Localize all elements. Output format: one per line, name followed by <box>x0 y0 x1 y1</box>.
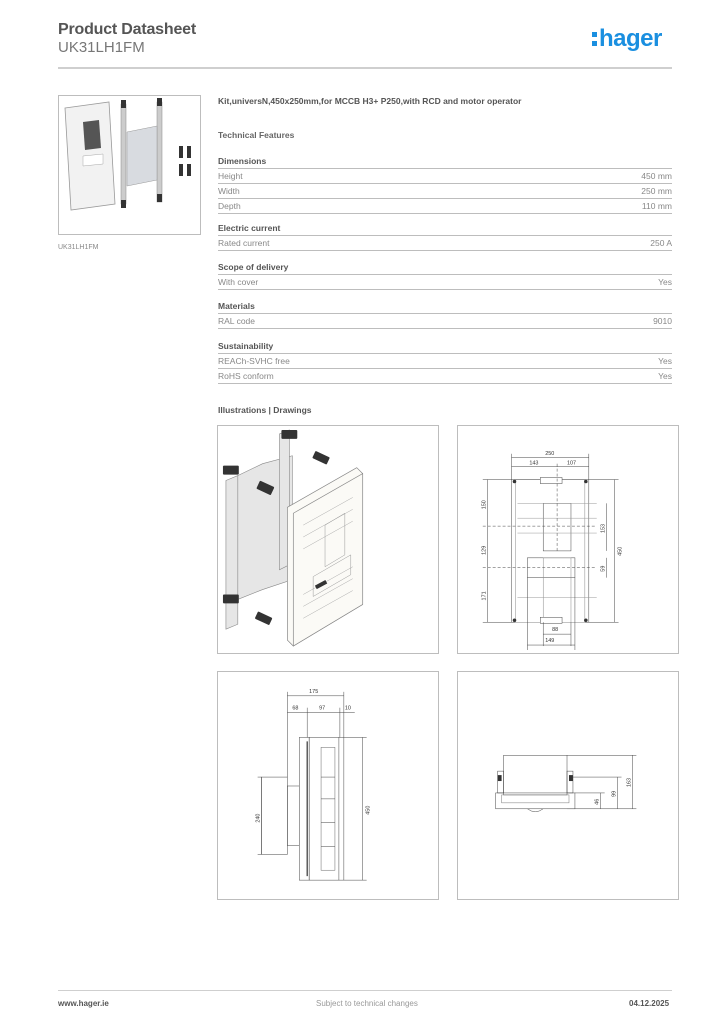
spec-row <box>218 354 672 369</box>
side-dimension-drawing <box>217 671 439 900</box>
spec-label: Rated current <box>218 238 270 248</box>
spec-label: Height <box>218 171 243 181</box>
spec-label: RAL code <box>218 316 256 326</box>
spec-row <box>218 369 672 384</box>
spec-row <box>218 199 672 214</box>
spec-value: 9010 <box>653 316 672 326</box>
spec-group-title: Materials <box>218 300 672 314</box>
dim-left-top: 150 <box>481 500 488 510</box>
spec-row <box>218 236 672 251</box>
dim-seg1: 68 <box>292 705 299 712</box>
spec-group-scope-of-delivery <box>218 261 672 290</box>
website-link[interactable]: www.hager.ie <box>58 999 109 1008</box>
product-code: UK31LH1FM <box>58 39 145 56</box>
dim-right-width: 107 <box>567 460 577 467</box>
top-view-drawing <box>458 672 678 899</box>
exploded-view-illustration <box>217 425 439 654</box>
dim-seg2: 97 <box>319 705 326 712</box>
spec-group-title: Dimensions <box>218 155 672 169</box>
dim-h3: 163 <box>626 777 633 787</box>
dim-bottom-inner: 88 <box>552 627 559 634</box>
logo-colon-icon <box>592 30 598 46</box>
footer-divider <box>58 990 672 991</box>
spec-label: Width <box>218 186 240 196</box>
spec-group-title: Scope of delivery <box>218 261 672 275</box>
spec-row <box>218 275 672 290</box>
spec-group-title: Sustainability <box>218 340 672 354</box>
spec-row <box>218 184 672 199</box>
spec-value: 250 A <box>650 238 672 248</box>
product-image-caption: UK31LH1FM <box>58 244 99 251</box>
spec-value: 110 mm <box>641 201 672 211</box>
hager-logo <box>592 27 662 51</box>
spec-label: REACh-SVHC free <box>218 356 290 366</box>
spec-label: Depth <box>218 201 241 211</box>
spec-value: Yes <box>658 371 672 381</box>
spec-row <box>218 314 672 329</box>
footer-notice: Subject to technical changes <box>316 999 418 1008</box>
top-dimension-drawing <box>457 671 679 900</box>
dim-bottom-outer: 149 <box>545 638 555 645</box>
spec-row <box>218 169 672 184</box>
dim-left-height: 240 <box>255 813 262 823</box>
dim-left-bottom: 171 <box>481 591 488 601</box>
spec-value: 450 mm <box>641 171 672 181</box>
illustrations-heading: Illustrations | Drawings <box>218 405 312 415</box>
header-divider <box>58 67 672 69</box>
front-view-drawing <box>458 426 678 653</box>
spec-group-materials <box>218 300 672 329</box>
spec-value: Yes <box>658 356 672 366</box>
dim-left-width: 143 <box>529 460 539 467</box>
spec-value: Yes <box>658 277 672 287</box>
footer-date: 04.12.2025 <box>629 999 670 1008</box>
front-dimension-drawing <box>457 425 679 654</box>
dim-total-height: 450 <box>617 546 624 556</box>
dim-h2: 99 <box>611 790 618 797</box>
technical-features-heading: Technical Features <box>218 130 295 140</box>
dim-right-upper: 153 <box>600 523 607 534</box>
page-title: Product Datasheet <box>58 21 196 38</box>
spec-group-electric-current <box>218 222 672 251</box>
dim-total-depth: 175 <box>309 688 319 695</box>
spec-group-sustainability <box>218 340 672 384</box>
spec-label: RoHS conform <box>218 371 274 381</box>
product-kit-illustration <box>59 96 202 236</box>
dim-total-height: 450 <box>365 805 372 815</box>
logo-text: hager <box>599 25 662 52</box>
spec-group-dimensions <box>218 155 672 214</box>
dim-h1: 46 <box>594 798 601 805</box>
dim-right-lower: 59 <box>600 565 607 572</box>
dim-left-mid: 129 <box>481 545 488 555</box>
spec-value: 250 mm <box>641 186 672 196</box>
product-description: Kit,universN,450x250mm,for MCCB H3+ P250,with RCD and motor operator <box>218 96 522 106</box>
spec-group-title: Electric current <box>218 222 672 236</box>
side-view-drawing <box>218 672 438 899</box>
spec-label: With cover <box>218 277 259 287</box>
exploded-kit-drawing <box>218 426 438 653</box>
product-image <box>58 95 201 235</box>
dim-total-width: 250 <box>545 450 555 457</box>
dim-seg3: 10 <box>344 705 351 712</box>
